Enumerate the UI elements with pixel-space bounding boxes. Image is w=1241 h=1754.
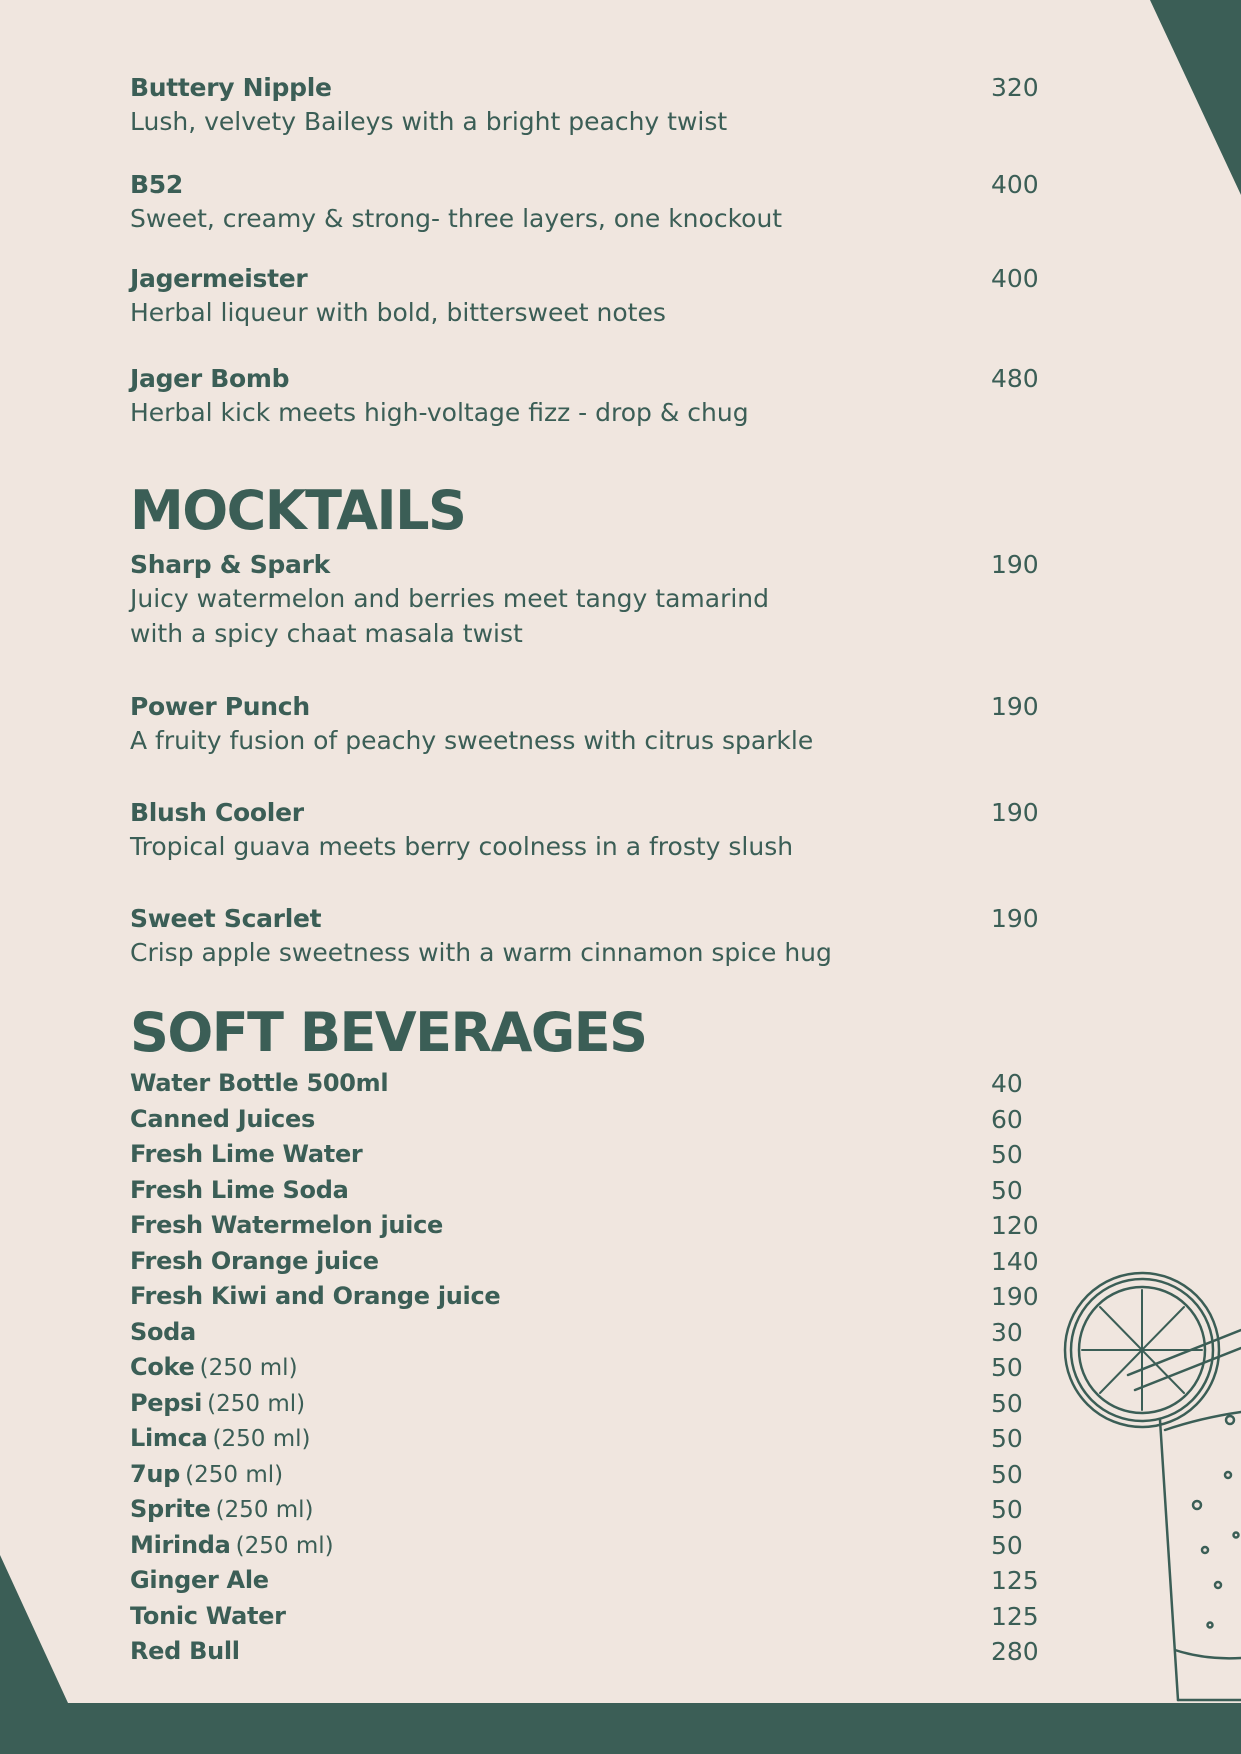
list-item <box>130 1599 1090 1634</box>
item-price: 50 <box>991 1140 1023 1169</box>
item-price: 125 <box>991 1566 1039 1595</box>
menu-item <box>130 797 1090 864</box>
item-name: Sharp & Spark <box>130 550 330 579</box>
item-name: Jager Bomb <box>130 364 290 393</box>
item-name: Canned Juices <box>130 1104 315 1133</box>
item-price: 280 <box>991 1637 1039 1666</box>
list-item <box>130 1208 1090 1243</box>
item-name: Coke <box>130 1353 195 1381</box>
item-price: 50 <box>991 1459 1023 1489</box>
list-item <box>130 1244 1090 1279</box>
top-right-corner-shape <box>1150 0 1241 195</box>
list-item <box>130 1315 1090 1350</box>
item-price: 50 <box>991 1353 1023 1382</box>
item-price: 190 <box>991 550 1039 579</box>
item-name: 7up <box>130 1459 181 1488</box>
item-price: 50 <box>991 1530 1023 1560</box>
menu-item <box>130 903 1090 970</box>
item-price: 480 <box>991 364 1039 393</box>
menu-item <box>130 691 1090 758</box>
bottom-left-corner-shape <box>0 1555 68 1703</box>
item-price: 190 <box>991 692 1039 721</box>
item-description: Herbal kick meets high-voltage fizz - drop & chug <box>130 398 749 427</box>
item-price: 140 <box>991 1246 1039 1276</box>
item-name: Water Bottle 500ml <box>130 1069 389 1097</box>
item-volume: (250 ml) <box>207 1390 306 1417</box>
item-description: Crisp apple sweetness with a warm cinnamon spice hug <box>130 938 832 967</box>
list-item <box>130 1563 1090 1598</box>
list-item <box>130 1634 1090 1669</box>
item-name: Buttery Nipple <box>130 73 332 102</box>
item-name: Blush Cooler <box>130 798 304 827</box>
item-price: 320 <box>991 73 1039 102</box>
item-description-line2: with a spicy chaat masala twist <box>130 619 523 648</box>
item-price: 40 <box>991 1069 1023 1098</box>
item-volume: (250 ml) <box>199 1355 298 1381</box>
list-item <box>130 1279 1090 1314</box>
list-item <box>130 1102 1090 1137</box>
item-description: Sweet, creamy & strong- three layers, one knockout <box>130 204 783 233</box>
item-price: 50 <box>991 1175 1023 1205</box>
lemon-drink-glass-icon <box>1065 1273 1241 1700</box>
item-price: 50 <box>991 1424 1023 1453</box>
item-name: Sprite <box>130 1495 211 1523</box>
item-name: Jagermeister <box>130 264 308 293</box>
item-price: 50 <box>991 1388 1023 1418</box>
item-price: 400 <box>991 264 1039 293</box>
menu-item <box>130 363 1090 430</box>
item-price: 125 <box>991 1601 1039 1631</box>
item-name: Mirinda <box>130 1530 231 1559</box>
item-name: Fresh Watermelon juice <box>130 1211 443 1239</box>
item-name: Power Punch <box>130 692 310 721</box>
bottom-band <box>0 1703 1241 1754</box>
menu-item <box>130 72 1090 139</box>
menu-item <box>130 169 1090 236</box>
item-volume: (250 ml) <box>212 1426 311 1452</box>
item-price: 190 <box>991 1282 1039 1311</box>
item-volume: (250 ml) <box>235 1532 334 1559</box>
item-price: 60 <box>991 1104 1023 1134</box>
item-description: Tropical guava meets berry coolness in a frosty slush <box>130 832 794 861</box>
item-price: 400 <box>991 170 1039 199</box>
list-item <box>130 1066 1090 1101</box>
list-item <box>130 1492 1090 1527</box>
item-name: Pepsi <box>130 1388 203 1417</box>
item-name: Red Bull <box>130 1637 240 1665</box>
list-item <box>130 1421 1090 1456</box>
item-description: Juicy watermelon and berries meet tangy tamarind <box>130 584 770 613</box>
item-name: Tonic Water <box>130 1601 286 1630</box>
item-price: 30 <box>991 1317 1023 1347</box>
item-price: 120 <box>991 1211 1039 1240</box>
list-item <box>130 1386 1090 1421</box>
list-item <box>130 1173 1090 1208</box>
item-price: 190 <box>991 904 1039 933</box>
list-item <box>130 1457 1090 1492</box>
item-name: Fresh Lime Soda <box>130 1175 349 1204</box>
item-name: Limca <box>130 1424 208 1452</box>
item-description: Herbal liqueur with bold, bittersweet notes <box>130 298 666 327</box>
item-volume: (250 ml) <box>215 1497 314 1523</box>
item-name: Fresh Kiwi and Orange juice <box>130 1282 501 1310</box>
item-name: Sweet Scarlet <box>130 904 322 933</box>
item-description: Lush, velvety Baileys with a bright peachy twist <box>130 107 728 136</box>
item-price: 50 <box>991 1495 1023 1524</box>
item-name: B52 <box>130 170 183 199</box>
item-name: Soda <box>130 1317 196 1346</box>
item-price: 190 <box>991 798 1039 827</box>
menu-item <box>130 263 1090 330</box>
list-item <box>130 1137 1090 1172</box>
item-name: Ginger Ale <box>130 1566 269 1594</box>
item-volume: (250 ml) <box>185 1461 284 1488</box>
section-title-mocktails: MOCKTAILS <box>130 479 466 542</box>
item-name: Fresh Orange juice <box>130 1246 379 1275</box>
item-name: Fresh Lime Water <box>130 1140 363 1168</box>
menu-item <box>130 549 1090 651</box>
section-title-soft-beverages: SOFT BEVERAGES <box>130 1001 647 1064</box>
list-item <box>130 1528 1090 1563</box>
list-item <box>130 1350 1090 1385</box>
item-description: A fruity fusion of peachy sweetness with citrus sparkle <box>130 726 814 755</box>
